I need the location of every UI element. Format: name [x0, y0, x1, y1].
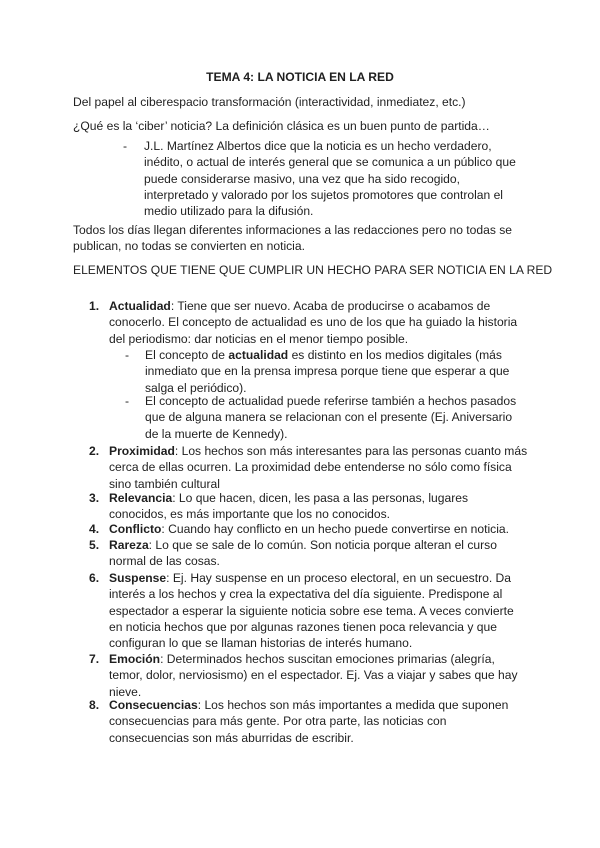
sub-text-pre: El concepto de actualidad puede referirse también a hechos pasados que de alguna manera se relacionan con el presente (Ej. Aniversario de la muerte de Kennedy). — [145, 394, 517, 441]
item-text: : Los hechos son más importantes a medida que suponen consecuencias para más gente. Por otra parte, las noticias con consecuencias son más aburridas de escribir. — [109, 698, 509, 745]
item-term: Conflicto — [109, 522, 162, 536]
body-paragraph: Todos los días llegan diferentes informaciones a las redacciones pero no todas se publican, no todas se convierten en noticia. — [73, 223, 512, 254]
sub-text — [145, 393, 520, 442]
quote-text: J.L. Martínez Albertos dice que la noticia es un hecho verdadero, inédito, o actual de interés general que se comunica a un público que puede considerarse masivo, una vez que ha sido recogido, interpretado y valorado por los sujetos promotores que controlan el medio utilizado para la difusión. — [144, 139, 516, 219]
item-text: : Lo que se sale de lo común. Son noticia porque alteran el curso normal de las cosas. — [109, 538, 497, 569]
item-term: Proximidad — [109, 444, 175, 458]
item-term: Emoción — [109, 652, 161, 666]
intro-line-2: ¿Qué es la ‘ciber’ noticia? La definición clásica es un buen punto de partida… — [73, 119, 490, 133]
sub-text — [145, 347, 520, 396]
sub-text-pre: El concepto de — [145, 348, 229, 362]
quote-bullet: - — [123, 139, 128, 153]
item-number: 5. — [89, 538, 100, 552]
item-body — [109, 298, 529, 347]
item-body — [109, 651, 529, 700]
item-text: : Lo que hacen, dicen, les pasa a las personas, lugares conocidos, es más importante que los no conocidos. — [109, 491, 469, 522]
item-body — [109, 570, 529, 651]
item-term: Rareza — [109, 538, 149, 552]
section-heading: ELEMENTOS QUE TIENE QUE CUMPLIR UN HECHO PARA SER NOTICIA EN LA RED — [73, 263, 553, 277]
page-title: TEMA 4: LA NOTICIA EN LA RED — [206, 70, 394, 84]
sub-text-post: es distinto en los medios digitales (más inmediato que en la prensa impresa porque tiene que esperar a que salga el periódico). — [145, 348, 510, 395]
item-text: : Ej. Hay suspense en un proceso electoral, en un secuestro. Da interés a los hechos y crea la expectativa del día siguiente. Predispone al espectador a esperar la siguiente noticia sobre ese tema. A veces convierte en noticia hechos que por algunas razones tienen poca relevancia y que configuran lo que se llaman historias de interés humano. — [109, 571, 514, 651]
item-number: 2. — [89, 444, 100, 458]
item-body — [109, 443, 529, 492]
item-term: Consecuencias — [109, 698, 198, 712]
sub-text-bold: actualidad — [228, 348, 289, 362]
item-number: 6. — [89, 571, 100, 585]
item-body — [109, 490, 529, 523]
item-term: Actualidad — [109, 299, 171, 313]
item-number: 1. — [89, 299, 100, 313]
item-text: : Tiene que ser nuevo. Acaba de producirse o acabamos de conocerlo. El concepto de actualidad es uno de los que ha guiado la historia del periodismo: dar noticias en el menor tiempo posible. — [109, 299, 518, 346]
item-number: 7. — [89, 652, 100, 666]
item-text: : Cuando hay conflicto en un hecho puede convertirse en noticia. — [161, 522, 509, 536]
item-text: : Determinados hechos suscitan emociones primarias (alegría, temor, dolor, nerviosismo) en el espectador. Ej. Vas a viajar y sabes que hay nieve. — [109, 652, 518, 699]
item-number: 4. — [89, 522, 100, 536]
item-body — [109, 537, 529, 570]
item-text: : Los hechos son más interesantes para las personas cuanto más cerca de ellas ocurren. La proximidad debe entenderse no sólo como física sino también cultural — [109, 444, 528, 491]
item-body — [109, 697, 529, 746]
item-term: Relevancia — [109, 491, 173, 505]
sub-bullet: - — [125, 394, 130, 408]
item-number: 8. — [89, 698, 100, 712]
intro-line-1: Del papel al ciberespacio transformación (interactividad, inmediatez, etc.) — [73, 95, 466, 109]
item-number: 3. — [89, 491, 100, 505]
item-body — [109, 521, 529, 537]
item-term: Suspense — [109, 571, 167, 585]
sub-bullet: - — [125, 348, 130, 362]
